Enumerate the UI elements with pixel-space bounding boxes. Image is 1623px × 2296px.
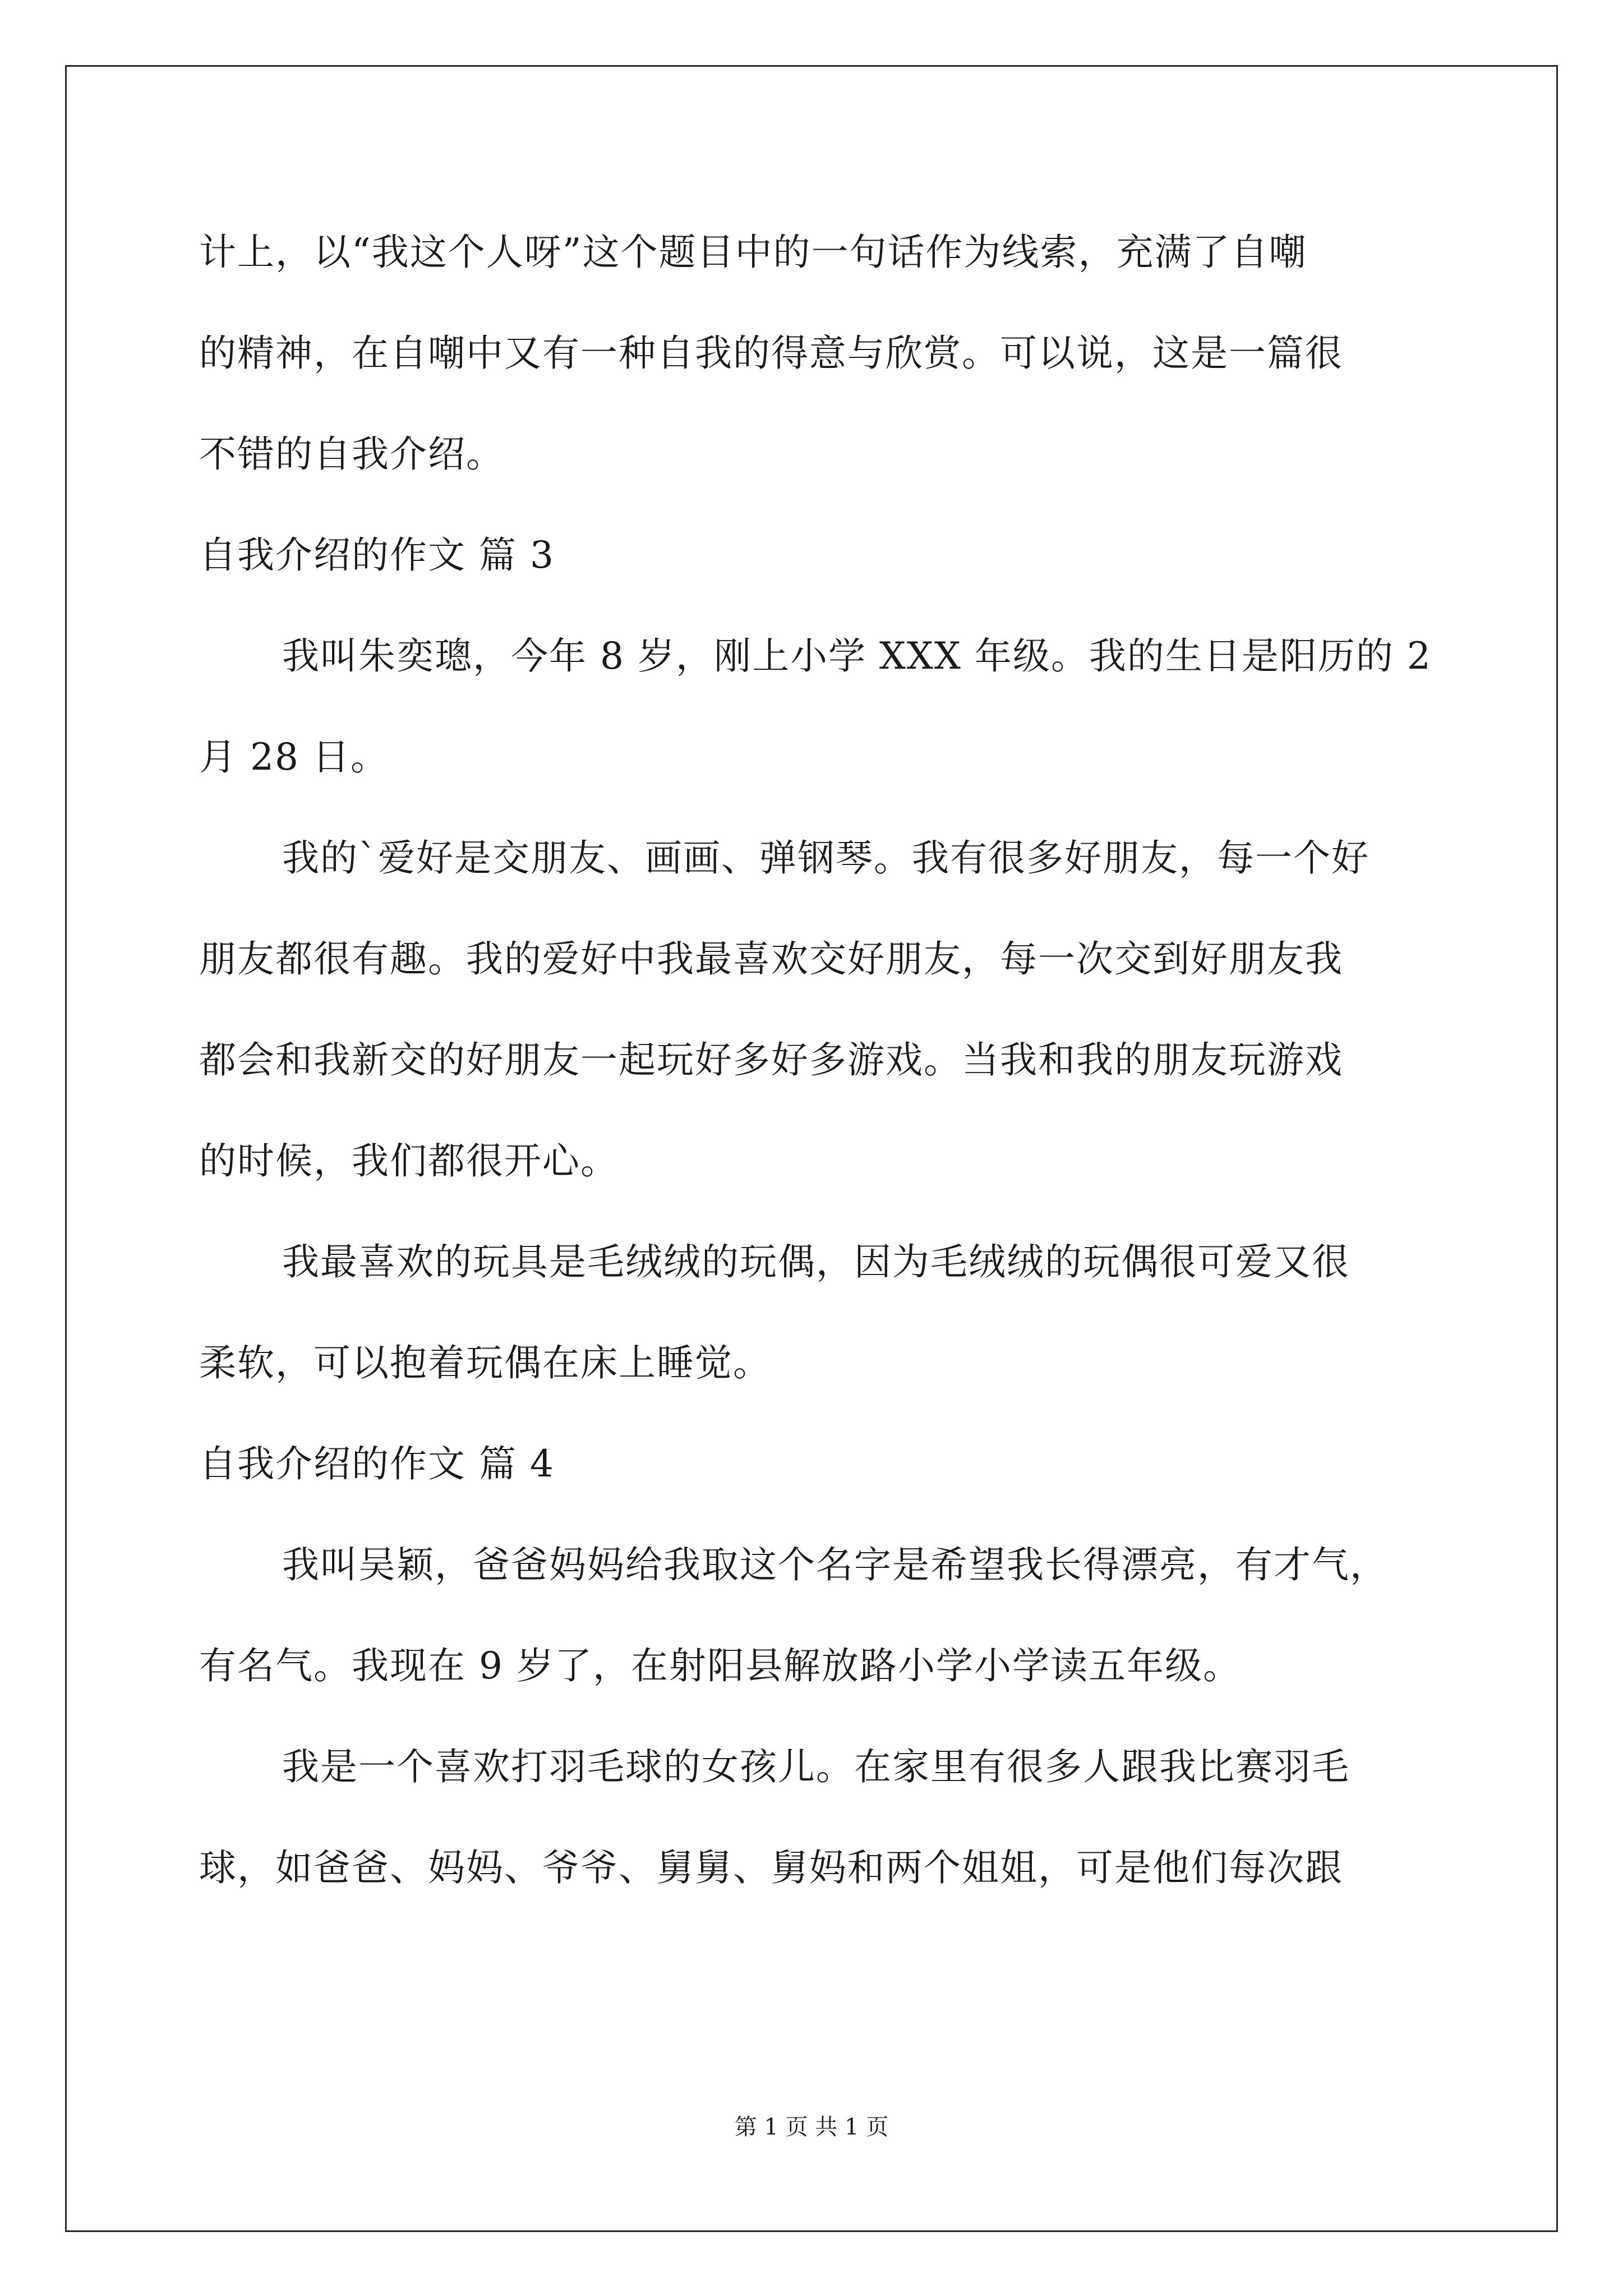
- paragraph-line: 球，如爸爸、妈妈、爷爷、舅舅、舅妈和两个姐姐，可是他们每次跟: [199, 1846, 1343, 1889]
- paragraph-line: 有名气。我现在 9 岁了，在射阳县解放路小学小学读五年级。: [199, 1644, 1241, 1687]
- paragraph-line: 计上，以“我这个人呀”这个题目中的一句话作为线索，充满了自嘲: [199, 231, 1307, 274]
- paragraph-line: 月 28 日。: [199, 735, 389, 779]
- section-heading: 自我介绍的作文 篇 4: [199, 1442, 555, 1485]
- paragraph-line: 柔软，可以抱着玩偶在床上睡觉。: [199, 1341, 771, 1384]
- paragraph-line: 朋友都很有趣。我的爱好中我最喜欢交好朋友，每一次交到好朋友我: [199, 937, 1343, 981]
- page-footer: 第 1 页 共 1 页: [734, 2114, 889, 2140]
- paragraph-line: 我的`爱好是交朋友、画画、弹钢琴。我有很多好朋友，每一个好: [282, 836, 1370, 880]
- paragraph-line: 都会和我新交的好朋友一起玩好多好多游戏。当我和我的朋友玩游戏: [199, 1038, 1343, 1082]
- paragraph-line: 我叫吴颖，爸爸妈妈给我取这个名字是希望我长得漂亮，有才气，: [282, 1543, 1388, 1586]
- paragraph-line: 的时候，我们都很开心。: [199, 1139, 619, 1182]
- paragraph-line: 我叫朱奕璁，今年 8 岁，刚上小学 XXX 年级。我的生日是阳历的 2: [282, 634, 1432, 678]
- paragraph-line: 的精神，在自嘲中又有一种自我的得意与欣赏。可以说，这是一篇很: [199, 332, 1343, 375]
- paragraph-line: 我最喜欢的玩具是毛绒绒的玩偶，因为毛绒绒的玩偶很可爱又很: [282, 1240, 1350, 1283]
- document-body: [199, 219, 1432, 1935]
- paragraph-line: 我是一个喜欢打羽毛球的女孩儿。在家里有很多人跟我比赛羽毛: [282, 1745, 1350, 1788]
- paragraph-line: 不错的自我介绍。: [199, 432, 504, 476]
- section-heading: 自我介绍的作文 篇 3: [199, 533, 555, 577]
